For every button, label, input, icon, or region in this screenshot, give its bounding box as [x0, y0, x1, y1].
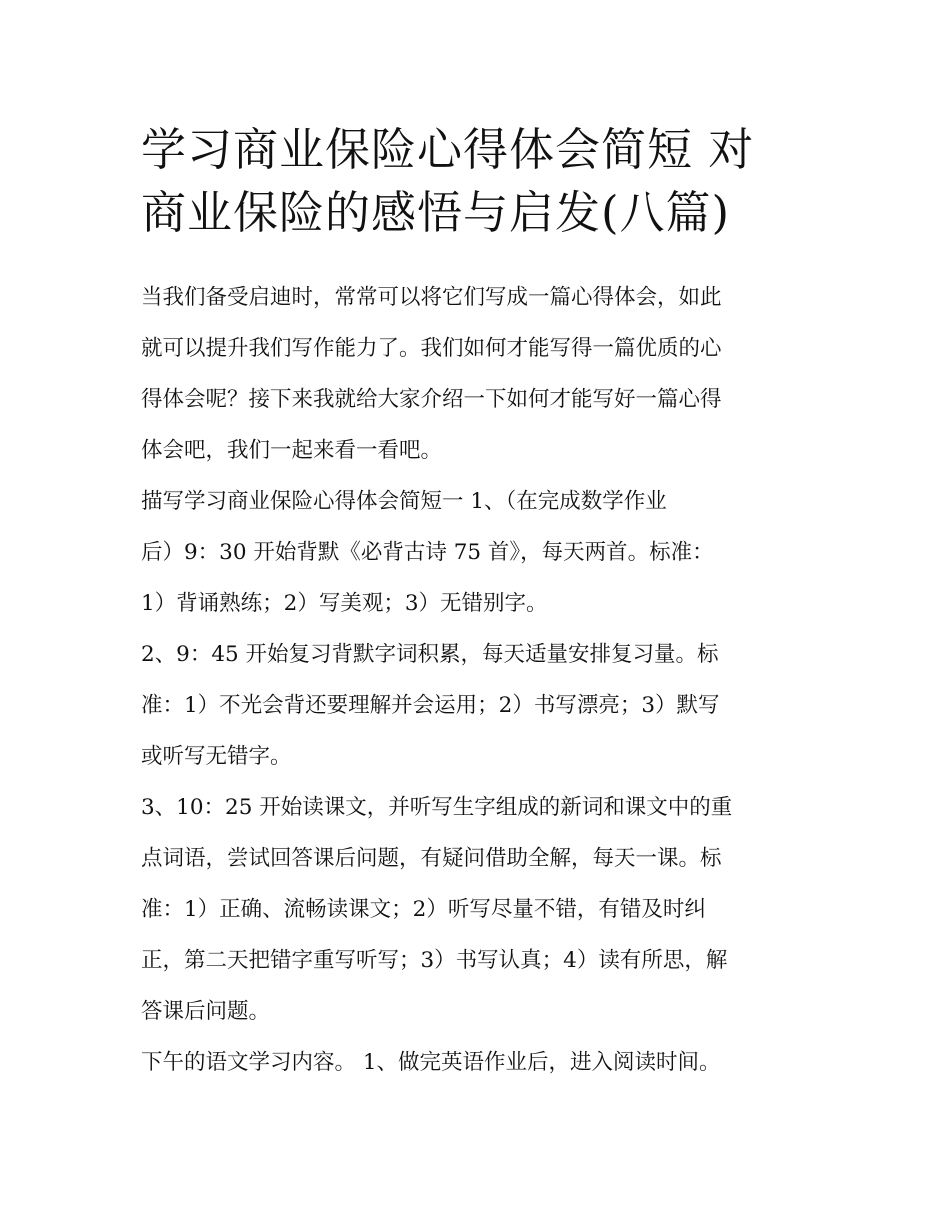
- paragraph-intro: [141, 272, 821, 476]
- text-line: 准：1）不光会背还要理解并会运用；2）书写漂亮；3）默写: [141, 693, 720, 718]
- text-line: 体会吧，我们一起来看一看吧。: [141, 438, 443, 463]
- text-line: 描写学习商业保险心得体会简短一 1、（在完成数学作业: [141, 489, 667, 514]
- text-line: 得体会呢？接下来我就给大家介绍一下如何才能写好一篇心得: [141, 387, 722, 412]
- paragraph-item-2: [141, 629, 821, 782]
- text-line: 点词语，尝试回答课后问题，有疑问借助全解，每天一课。标: [141, 846, 722, 871]
- text-line: 3、10：25 开始读课文，并听写生字组成的新词和课文中的重: [141, 795, 733, 820]
- text-line: 2、9：45 开始复习背默字词积累，每天适量安排复习量。标: [141, 642, 719, 667]
- paragraph-item-3: [141, 782, 821, 1037]
- document-body: [141, 272, 821, 1088]
- title-line-1: 学习商业保险心得体会简短 对: [141, 123, 755, 176]
- document-title: [141, 118, 821, 244]
- text-line: 后）9：30 开始背默《必背古诗 75 首》，每天两首。标准：: [141, 540, 714, 565]
- text-line: 或听写无错字。: [141, 744, 292, 769]
- text-line: 下午的语文学习内容。 1、做完英语作业后，进入阅读时间。: [141, 1050, 721, 1075]
- text-line: 正，第二天把错字重写听写；3）书写认真；4）读有所思，解: [141, 948, 728, 973]
- text-line: 就可以提升我们写作能力了。我们如何才能写得一篇优质的心: [141, 336, 722, 361]
- paragraph-item-1: [141, 476, 821, 629]
- text-line: 当我们备受启迪时，常常可以将它们写成一篇心得体会，如此: [141, 285, 722, 310]
- paragraph-afternoon: [141, 1037, 821, 1088]
- document-page: [141, 118, 821, 1088]
- text-line: 准：1）正确、流畅读课文；2）听写尽量不错，有错及时纠: [141, 897, 706, 922]
- title-line-2: 商业保险的感悟与启发(八篇): [141, 186, 731, 239]
- text-line: 1）背诵熟练；2）写美观；3）无错别字。: [141, 591, 548, 616]
- text-line: 答课后问题。: [141, 999, 271, 1024]
